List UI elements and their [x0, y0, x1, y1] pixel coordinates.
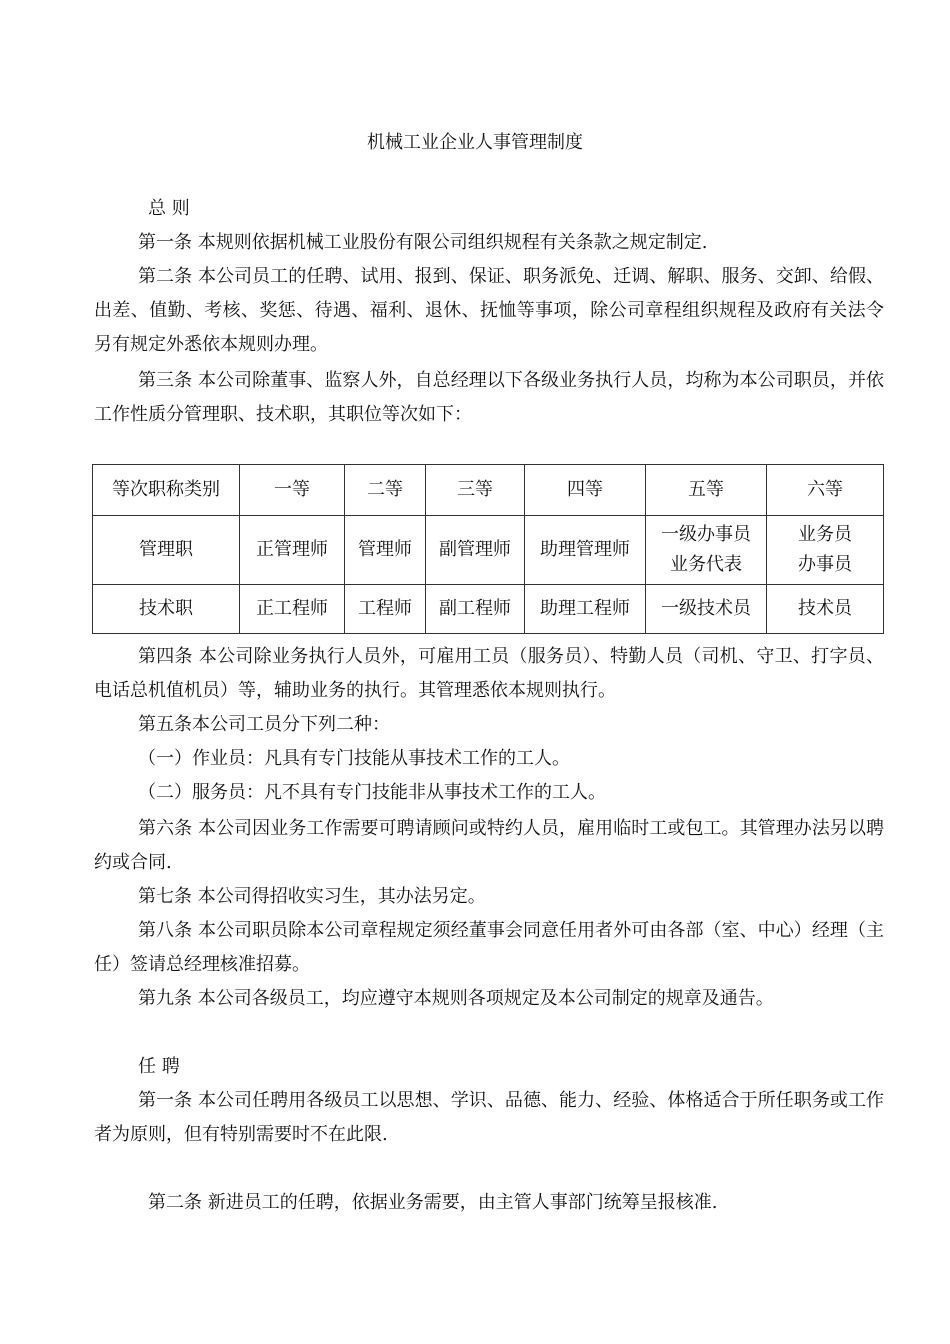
article-6: 第六条 本公司因业务工作需要可聘请顾问或特约人员，雇用临时工或包工。其管理办法另以聘约或合同.: [94, 818, 884, 873]
article-1: 第一条 本规则依据机械工业股份有限公司组织规程有关条款之规定制定.: [138, 232, 708, 253]
cell-line: 一级办事员: [661, 524, 751, 545]
table-cell: 一级技术员: [646, 585, 767, 634]
document-title: 机械工业企业人事管理制度: [367, 132, 583, 153]
table-header-row: [93, 465, 884, 516]
article-8: 第八条 本公司职员除本公司章程规定须经董事会同意任用者外可由各部（室、中心）经理（主任）签请总经理核准招募。: [94, 920, 884, 975]
table-cell: 管理师: [345, 516, 426, 585]
cell-line: 业务代表: [670, 554, 742, 575]
article-3: 第三条 本公司除董事、监察人外，自总经理以下各级业务执行人员，均称为本公司职员，并依工作性质分管理职、技术职，其职位等次如下：: [94, 370, 884, 425]
table-header-cell: 二等: [345, 465, 426, 516]
article-9: 第九条 本公司各级员工，均应遵守本规则各项规定及本公司制定的规章及通告。: [138, 988, 774, 1009]
article-5-item-2: （二）服务员：凡不具有专门技能非从事技术工作的工人。: [138, 782, 606, 803]
article-5: 第五条本公司工员分下列二种：: [138, 714, 390, 735]
table-cell: 助理工程师: [525, 585, 646, 634]
article-4: 第四条 本公司除业务执行人员外，可雇用工员（服务员）、特勤人员（司机、守卫、打字员、电话总机值机员）等，辅助业务的执行。其管理悉依本规则执行。: [94, 646, 884, 701]
table-cell: 正工程师: [240, 585, 345, 634]
table-header-cell: 六等: [767, 465, 884, 516]
table-cell: 工程师: [345, 585, 426, 634]
cell-line: 办事员: [798, 554, 852, 575]
table-row-technical: [93, 585, 884, 634]
table-cell: 技术职: [93, 585, 240, 634]
table-row-management: [93, 516, 884, 585]
table-cell: 管理职: [93, 516, 240, 585]
table-header-cell: 一等: [240, 465, 345, 516]
article-5-item-1: （一）作业员：凡具有专门技能从事技术工作的工人。: [138, 748, 570, 769]
section-heading-hiring: 任 聘: [138, 1056, 180, 1077]
table-header-cell: 等次职称类别: [93, 465, 240, 516]
table-cell-multiline: [767, 516, 884, 585]
table-header-cell: 三等: [426, 465, 525, 516]
hiring-article-1: 第一条 本公司任聘用各级员工以思想、学识、品德、能力、经验、体格适合于所任职务或工作者为原则，但有特别需要时不在此限.: [94, 1090, 884, 1145]
cell-line: 业务员: [798, 524, 852, 545]
article-7: 第七条 本公司得招收实习生，其办法另定。: [138, 886, 486, 907]
table-cell: 正管理师: [240, 516, 345, 585]
table-cell: 副工程师: [426, 585, 525, 634]
table-cell: 技术员: [767, 585, 884, 634]
grade-table: [92, 464, 884, 634]
table-cell-multiline: [646, 516, 767, 585]
table-header-cell: 四等: [525, 465, 646, 516]
table-header-cell: 五等: [646, 465, 767, 516]
hiring-article-2: 第二条 新进员工的任聘，依据业务需要，由主管人事部门统筹呈报核准.: [148, 1192, 718, 1213]
table-cell: 助理管理师: [525, 516, 646, 585]
section-heading-general: 总 则: [148, 198, 190, 219]
table-cell: 副管理师: [426, 516, 525, 585]
article-2: 第二条 本公司员工的任聘、试用、报到、保证、职务派免、迁调、解职、服务、交卸、给假、出差、值勤、考核、奖惩、待遇、福利、退休、抚恤等事项，除公司章程组织规程及政府有关法令另有规定外悉依本规则办理。: [94, 266, 884, 355]
